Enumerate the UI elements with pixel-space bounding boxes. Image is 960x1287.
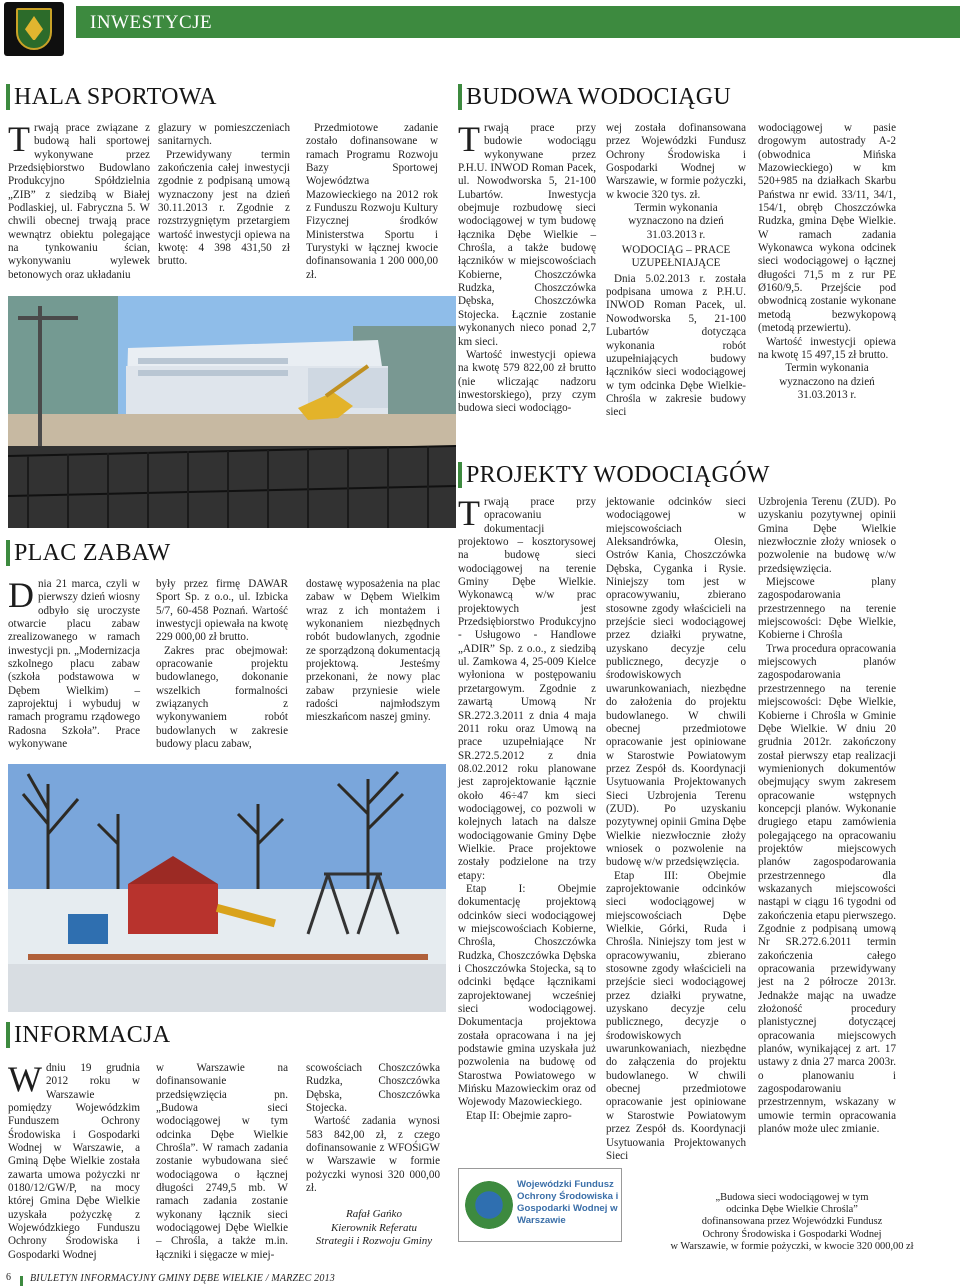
sports-hall-illustration	[8, 296, 456, 528]
wodociag-text-2c: Dnia 5.02.2013 r. została podpisana umowa z P.H.U. INWOD Roman Pacek, ul. Nowodworska 5, 21-100 Lubartów dotycząca wykonania robót uzupełniających budowy łączników sieci wodociągowej w tym odcinka Dębe Wielkie-Chrośla w zakresie budowy sieci	[606, 272, 746, 419]
plac-col-1	[8, 575, 140, 751]
wodociag-text-2a: wej została dofinansowana przez Wojewódzki Fundusz Ochrony Środowiska i Gospodarki Wodnej w Warszawie, w formie pożyczki, w kwocie 320 tys. zł.	[606, 122, 746, 201]
info-dropcap: W	[8, 1059, 42, 1099]
wfosigw-emblem-icon	[465, 1181, 513, 1229]
wodociag-col-3	[758, 122, 896, 402]
plac-text-2b: Zakres prac obejmował: opracowanie projektu budowlanego, dokonanie wszelkich formalności związanych z wykonywaniem robót budowlanych w zakresie budowy placu zabaw,	[156, 644, 288, 751]
info-text-1: dniu 19 grudnia 2012 roku w Warszawie pomiędzy Wojewódzkim Funduszem Ochrony Środowiska i Gospodarki Wodnej w Warszawie, a Gminą Dębe Wielkie została zawarta umowa pożyczki nr 0180/12/GW/P, na mocy której Gmina Dębe Wielkie uzyskała pożyczkę z Wojewódzkiego Funduszu Ochrony Środowiska i Gospodarki Wodnej	[8, 1062, 140, 1261]
wodociag-text-2b: Termin wykonania wyznaczono na dzień 31.03.2013 r.	[628, 202, 724, 241]
sports-hall-photo	[8, 296, 456, 528]
wodociag-text-1b: Wartość inwestycji opiewa na kwotę 579 822,00 zł brutto (nie wliczając nadzoru inwestorskiego), przy czym budowa sieci wodociągo-	[458, 348, 596, 415]
plac-col-3	[306, 578, 440, 725]
projekty-text-1c: Etap II: Obejmie zapro-	[466, 1109, 572, 1122]
info-text-3b: Wartość zadania wynosi 583 842,00 zł, z czego dofinansowanie z WFOŚiGW w Warszawie w formie pożyczki wynosi 320 000,00 zł.	[306, 1115, 440, 1195]
projekty-heading: PROJEKTY WODOCIĄGÓW	[458, 462, 770, 488]
signature-block	[300, 1208, 448, 1249]
projekty-text-1a: rwają prace przy opracowaniu dokumentacji projektowo – kosztorysowej na budowę sieci wodociągowej na terenie Gminy Dębe Wielkie. Wykonawcą w/w prac projektowych jest Przedsiębiorstwo Produkcyjno - Usługowo - Handlowe „ADIR” Sp. z o.o., z siedzibą ul. Zamkowa 4, 25-009 Kielce wyłoniona w postępowaniu przetargowym. Zgodnie z zawartą Umową Nr SR.272.3.2011 z dnia 4 maja 2011 roku oraz Umową na prace uzupełniające Nr SR.272.5.2012 z dnia 08.02.2012 roku planowane jest zaprojektowanie łącznie około 46÷47 km sieci wodociągowej, co pozwoli w kolejnych latach na dalsze wodociągowanie Gminy Dębe Wielkie. Prace projektowe zostały podzielone na trzy etapy:	[458, 496, 596, 882]
info-col-2	[156, 1062, 288, 1262]
projekty-col-1	[458, 493, 596, 1123]
page-number: 6	[6, 1272, 11, 1283]
projekty-col-3	[758, 496, 896, 1137]
wodociag-dropcap: T	[458, 119, 480, 159]
playground-illustration	[8, 764, 446, 1012]
info-heading: INFORMACJA	[6, 1022, 170, 1048]
wodociag-col-2	[606, 122, 746, 420]
hala-text-3: Przedmiotowe zadanie zostało dofinansowane w ramach Programu Rozwoju Bazy Sportowej Województwa Mazowieckiego na 2012 rok z Funduszu Rozwoju Kultury Fizycznej środków Ministerstwa Sportu i Turystyki w łącznej kwocie dofinansowania 1 200 000,00 zł.	[306, 122, 438, 281]
hala-col-2	[158, 122, 290, 269]
plac-heading: PLAC ZABAW	[6, 540, 170, 566]
footer-accent-bar	[20, 1276, 23, 1286]
caption-line-2: odcinka Dębe Wielkie Chrośla”	[726, 1204, 858, 1216]
wfosigw-logo	[458, 1168, 622, 1242]
wodociag-heading: BUDOWA WODOCIĄGU	[458, 84, 731, 110]
projekty-text-2b: Etap III: Obejmie zaprojektowanie odcinków sieci wodociągowej w miejscowościach Dębe Wielkie, Górki, Ruda i Chrośla. Niniejszy tom jest w opracowywaniu, zbierano stosowne zgody właścicieli na przejście sieci wodociągowej przez działki prywatne, uzyskano decyzje celu publicznego, decyzje o środowiskowych uwarunkowaniach, niezbędne do załączenia do projektu budowlanego. W chwili obecnej przedmiotowe opracowanie jest opiniowane w Starostwie Powiatowym przez Zespół ds. Koordynacji Usytuowania Projektowanych Sieci	[606, 869, 746, 1162]
wodociag-text-3a: wodociągowej w pasie drogowym autostrady A-2 (obwodnica Mińska Mazowieckiego) w km 520+985 na działkach Skarbu Państwa nr ewid. 33/11, 34/1, 154/1, obręb Choszczówka Rudzka, gmina Dębe Wielkie. W ramach zadania Wykonawca wykona odcinek sieci wodociągowej o łącznej długości 71,5 m z rur PE Ø160/9,5. Przejście pod obwodnicą zostanie wykonane metodą bezwykopową (metodą przewiertu).	[758, 122, 896, 335]
info-text-2: w Warszawie na dofinansowanie przedsięwzięcia pn. „Budowa sieci wodociągowej w tym odcinka Dębe Wielkie Chrośla”. W ramach zadania zostanie wybudowana sieć wodociągowa o łącznej długości 2749,5 mb. W ramach zadania zostanie wykonany łącznik sieci wodociągowej Dębe Wielkie – Chrośla, a także m.in. łączniki i sięgacze w miej-	[156, 1062, 288, 1261]
plac-dropcap: D	[8, 575, 34, 615]
info-col-1	[8, 1059, 140, 1262]
projekty-text-3c: Trwa procedura opracowania miejscowych planów zagospodarowania przestrzennego na terenie miejscowości: Dębe Wielkie, Kobierne i Chrośla w Gminie Dębe Wielkie. W dniu 20 grudnia 2012r. zakończony został pierwszy etap realizacji wymienionych dokumentów obejmujący swym zakresem opracowanie wstępnych koncepcji planów. Wykonanie drugiego etapu zamówienia polegającego na opracowaniu projektów miejscowych planów zagospodarowania przestrzennego dla wskazanych miejscowości nastąpi w ciągu 16 tygodni od zakończenia etapu pierwszego. Zgodnie z podpisaną umową Nr SR.272.6.2011 termin zakończenia całego opracowania przewidywany jest na 2 półrocze 2013r. Jednakże mając na uwadze złożoność procedury planistycznej dotyczącej opracowania miejscowych planów, wynikającej z art. 17 ustawy z dnia 27 marca 2003r. o planowaniu i zagospodarowaniu przestrzennym, wskazany w umowie termin opracowania planów może ulec zmianie.	[758, 642, 896, 1136]
wodociag-col-1	[458, 119, 596, 416]
signature-dept: Strategii i Rozwoju Gminy	[315, 1235, 433, 1247]
section-title: INWESTYCJE	[90, 12, 213, 33]
plac-text-2a: były przez firmę DAWAR Sport Sp. z o.o., ul. Izbicka 5/7, 60-458 Poznań. Wartość inwestycji opiewała na kwotę 229 000,00 zł brutto.	[156, 578, 288, 644]
info-text-3a: scowościach Choszczówka Rudzka, Choszczówka Dębska, Choszczówka Stojecka.	[306, 1062, 440, 1115]
projekty-dropcap: T	[458, 493, 480, 533]
caption-line-3: dofinansowana przez Wojewódzki Fundusz	[701, 1216, 883, 1228]
footer-publication: BIULETYN INFORMACYJNY GMINY DĘBE WIELKIE / MARZEC 2013	[30, 1273, 335, 1284]
hala-text-1: rwają prace związane z budową hali sportowej wykonywane przez Przedsiębiorstwo Budowlano Produkcyjno Spółdzielnia „ZIB” z siedzibą w Białej Podlaskiej, ul. Fabryczna 5. W chwili obecnej trwają prace wewnątrz obiektu polegające na tynkowaniu ścian, wykonywaniu wylewek betonowych oraz układaniu	[8, 122, 150, 281]
caption-line-1: „Budowa sieci wodociągowej w tym	[715, 1192, 869, 1203]
signature-name: Rafał Gańko	[346, 1208, 402, 1220]
wfosigw-logo-text: Wojewódzki Fundusz Ochrony Środowiska i Gospodarki Wodnej w Warszawie	[517, 1179, 619, 1226]
funding-caption	[628, 1192, 956, 1253]
plac-text-1: nia 21 marca, czyli w pierwszy dzień wiosny odbyło się uroczyste otwarcie placu zabaw zrealizowanego w ramach inwestycji pn. „Modernizacja szkolnego placu zabaw (szkoła podstawowa w Dębem Wielkim) – zaprojektuj i wybuduj w ramach programu rządowego Radosna Szkoła”. Prace wykonywane	[8, 578, 140, 751]
wodociag-text-3c: Termin wykonania wyznaczono na dzień 31.03.2013 r.	[779, 362, 875, 401]
hala-heading: HALA SPORTOWA	[6, 84, 217, 110]
hala-text-2b: Przewidywany termin zakończenia całej inwestycji zgodnie z podpisaną umową wyznaczony jest na dzień 30.11.2013 r. Zgodnie z rozstrzygniętym przetargiem wartość inwestycji opiewa na kwotę: 4 398 431,50 zł brutto.	[158, 148, 290, 268]
info-col-3	[306, 1062, 440, 1195]
hala-col-3	[306, 122, 438, 282]
section-banner	[76, 6, 960, 38]
plac-text-3: dostawę wyposażenia na plac zabaw w Dębem Wielkim wraz z ich montażem i wykonaniem niezbędnych robót budowlanych, zgodnie ze sporządzoną dokumentacją projektową. Jesteśmy przekonani, że nowy plac zabaw przyniesie wiele radości najmłodszym mieszkańcom naszej gminy.	[306, 578, 440, 724]
projekty-text-3a: Uzbrojenia Terenu (ZUD). Po uzyskaniu pozytywnej opinii Gmina Dębe Wielkie niezwłocznie złoży wniosek o pozwolenie na budowę w/w przedsięwzięcia.	[758, 496, 896, 575]
caption-line-5: w Warszawie, w formie pożyczki, w kwocie 320 000,00 zł	[670, 1240, 914, 1252]
playground-photo	[8, 764, 446, 1012]
projekty-text-3b: Miejscowe plany zagospodarowania przestrzennego na terenie miejscowości: Dębe Wielkie, Kobierne i Chrośla	[758, 576, 896, 642]
page-footer	[0, 1270, 960, 1287]
signature-role: Kierownik Referatu	[330, 1221, 418, 1234]
hala-col-1	[8, 119, 150, 282]
hala-text-2a: glazury w pomieszczeniach sanitarnych.	[158, 122, 290, 148]
gmina-crest-logo	[4, 2, 64, 56]
wodociag-text-1a: rwają prace przy budowie wodociągu wykonywane przez P.H.U. INWOD Roman Pacek, ul. Nowodworska 5, 21-100 Lubartów. Inwestycja obejmuje rozbudowę sieci wodociągowej w tym budowę łącznika Dębe Wielkie – Chrośla, a także budowę łączników w miejscowościach Kobierne, Choszczówka Rudzka, Choszczówka Dębska, Choszczówka Stojecka. Łącznie zostanie wykonanych nieco ponad 2,7 km sieci.	[458, 122, 596, 348]
projekty-col-2	[606, 496, 746, 1163]
plac-col-2	[156, 578, 288, 751]
wodociag-subheading: WODOCIĄG – PRACE UZUPEŁNIAJĄCE	[621, 244, 731, 270]
projekty-text-1b: Etap I: Obejmie dokumentację projektową odcinków sieci wodociągowej w miejscowościach Kobierne, Chrośla, Choszczówka Rudzka, Choszczówka Dębska i Choszczówka Stojecka, są to odcinki będące łącznikami zaprojektowanej wcześniej sieci wodociągowej. Dokumentacja projektowa została opracowana i na jej podstawie gmina uzyskała już pozwolenia na budowę od Starostwa Powiatowego w Mińsku Mazowieckim oraz od Wojewody Mazowieckiego.	[458, 882, 596, 1109]
wodociag-text-3b: Wartość inwestycji opiewa na kwotę 15 497,15 zł brutto.	[758, 335, 896, 361]
caption-line-4: Ochrony Środowiska i Gospodarki Wodnej	[702, 1228, 882, 1240]
hala-dropcap: T	[8, 119, 30, 159]
projekty-text-2a: jektowanie odcinków sieci wodociągowej w miejscowościach Aleksandrówka, Olesin, Ostrów Kania, Choszczówka Dębska, Cyganka i Rysie. Niniejszy tom jest w opracowywaniu, zbierano stosowne zgody właścicieli na przejście sieci wodociągowej przez działki prywatne, uzyskano decyzje celu publicznego, decyzje o środowiskowych uwarunkowaniach, niezbędne do założenia do projektu budowlanego. W chwili obecnej przedmiotowe opracowanie jest opiniowane w Starostwie Powiatowym przez Zespół ds. Koordynacji Usytuowania Projektowanych Sieci Uzbrojenia Terenu (ZUD). Po uzyskaniu pozytywnej opinii Gmina Dębe Wielkie niezwłocznie złoży wniosek o pozwolenie na budowę w/w przedsięwzięcia.	[606, 496, 746, 869]
